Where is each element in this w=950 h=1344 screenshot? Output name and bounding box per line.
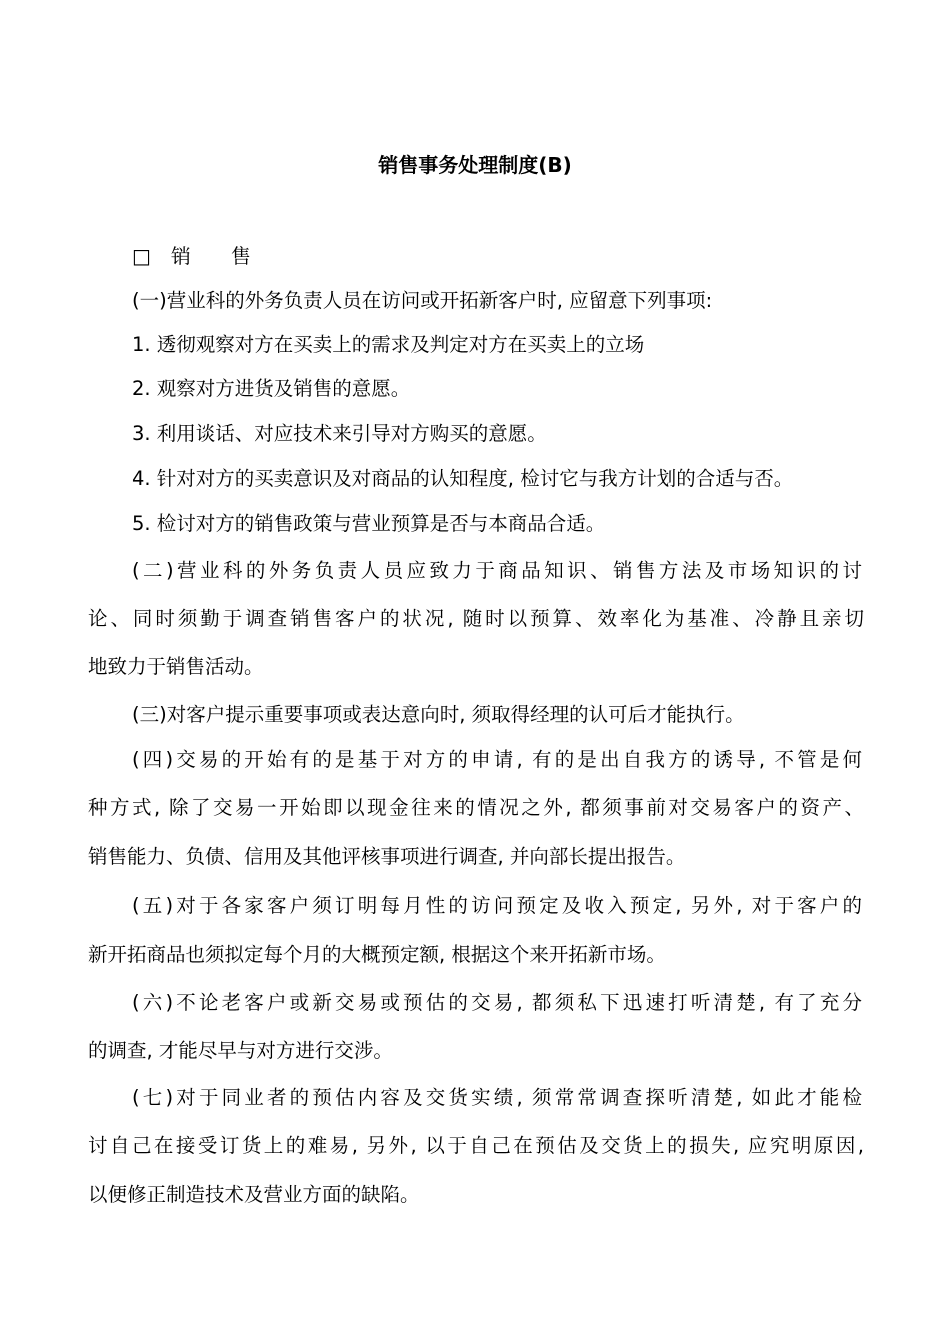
document-title: 销售事务处理制度(B): [378, 153, 572, 177]
paragraph-line: (七)对于同业者的预估内容及交货实绩, 须常常调查探听清楚, 如此才能检: [132, 1086, 862, 1109]
list-item: 5. 检讨对方的销售政策与营业预算是否与本商品合适。: [132, 512, 606, 535]
list-item: 2. 观察对方进货及销售的意愿。: [132, 377, 411, 400]
paragraph-line: (四)交易的开始有的是基于对方的申请, 有的是出自我方的诱导, 不管是何: [132, 748, 862, 771]
paragraph-line: 以便修正制造技术及营业方面的缺陷。: [88, 1183, 420, 1206]
paragraph-line: 的调查, 才能尽早与对方进行交涉。: [88, 1039, 393, 1062]
list-item: 4. 针对对方的买卖意识及对商品的认知程度, 检讨它与我方计划的合适与否。: [132, 467, 794, 490]
paragraph-line: (六)不论老客户或新交易或预估的交易, 都须私下迅速打听清楚, 有了充分: [132, 991, 862, 1014]
paragraph-line: 新开拓商品也须拟定每个月的大概预定额, 根据这个来开拓新市场。: [88, 943, 666, 966]
paragraph-line: (三)对客户提示重要事项或表达意向时, 须取得经理的认可后才能执行。: [132, 703, 745, 726]
section-heading: □ 销 售: [132, 244, 251, 268]
paragraph-line: (二)营业科的外务负责人员应致力于商品知识、销售方法及市场知识的讨: [132, 559, 862, 582]
list-item: 1. 透彻观察对方在买卖上的需求及判定对方在买卖上的立场: [132, 333, 645, 356]
paragraph-line: 讨自己在接受订货上的难易, 另外, 以于自己在预估及交货上的损失, 应究明原因,: [88, 1134, 864, 1157]
paragraph-line: (五)对于各家客户须订明每月性的访问预定及收入预定, 另外, 对于客户的: [132, 894, 862, 917]
paragraph-line: 地致力于销售活动。: [88, 655, 264, 678]
list-item: 3. 利用谈话、对应技术来引导对方购买的意愿。: [132, 422, 547, 445]
paragraph-line: 种方式, 除了交易一开始即以现金往来的情况之外, 都须事前对交易客户的资产、: [88, 796, 864, 819]
paragraph-line: 销售能力、负债、信用及其他评核事项进行调查, 并向部长提出报告。: [88, 845, 686, 868]
paragraph-line: 论、同时须勤于调查销售客户的状况, 随时以预算、效率化为基准、冷静且亲切: [88, 607, 864, 630]
paragraph-line: (一)营业科的外务负责人员在访问或开拓新客户时, 应留意下列事项:: [132, 289, 713, 312]
